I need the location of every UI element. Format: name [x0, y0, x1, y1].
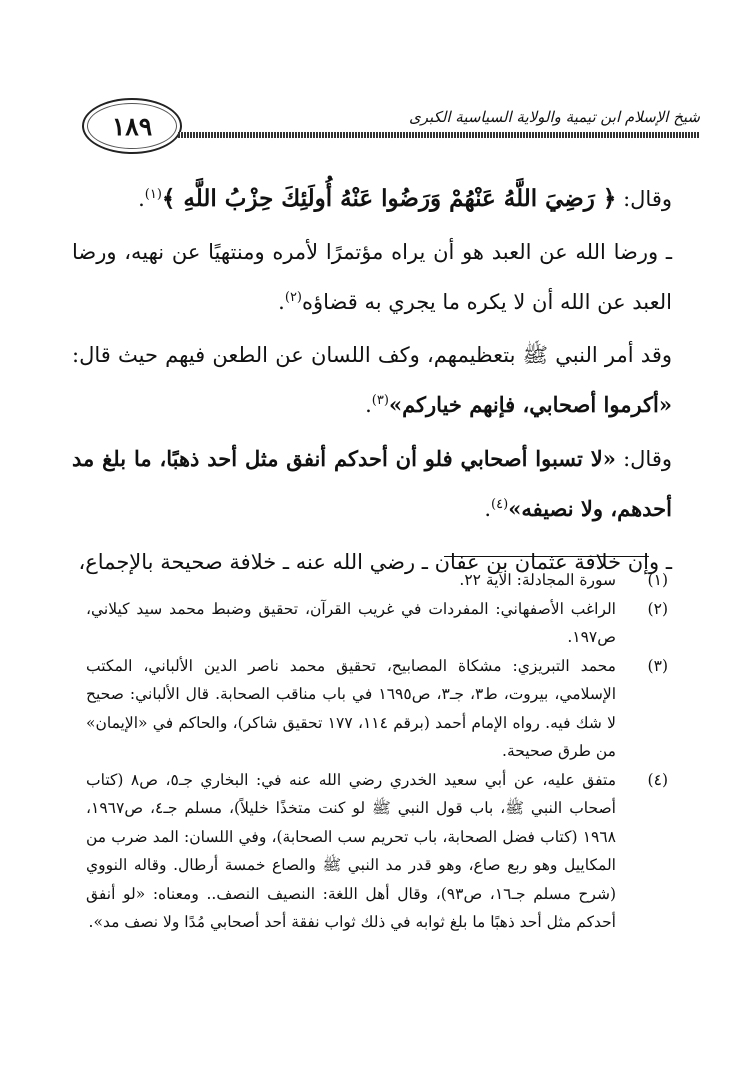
footnote-ref-3: (٣) — [371, 393, 389, 408]
paragraph-1-tail: . — [138, 187, 145, 211]
paragraph-1 — [72, 172, 672, 222]
running-title: شيخ الإسلام ابن تيمية والولاية السياسية الكبرى — [408, 108, 700, 126]
header-divider — [178, 132, 700, 138]
paragraph-1-lead: وقال: — [616, 187, 672, 211]
main-text — [72, 172, 672, 593]
paragraph-4-lead: وقال: — [615, 447, 672, 471]
paragraph-3 — [72, 333, 672, 428]
paragraph-4-tail: . — [484, 497, 492, 521]
footnote-number: (٢) — [647, 599, 668, 618]
footnotes — [86, 566, 668, 937]
footnote-number: (٣) — [647, 656, 668, 675]
hadith-quote-1: «أكرموا أصحابي، فإنهم خياركم» — [388, 392, 672, 417]
footnote-text: محمد التبريزي: مشكاة المصابيح، تحقيق محمد ناصر الدين الألباني، المكتب الإسلامي، بيروت، ط٣، جـ٣، ص١٦٩٥ في باب مناقب الصحابة. قال الألباني: صحيح لا شك فيه. رواه الإمام أحمد (برقم ١١٤، ١٧٧ تحقيق شاكر)، والحاكم في «الإيمان» من طرق صحيحة. — [86, 656, 616, 760]
footnote-ref-1: (١) — [144, 187, 162, 202]
footnote-ref-4: (٤) — [491, 497, 509, 512]
footnote-separator — [444, 556, 649, 557]
paragraph-5-text: ـ وإن خلافة عثمان بن عفان ـ رضي الله عنه ـ خلافة صحيحة بالإجماع، — [78, 550, 672, 574]
paragraph-3-text: وقد أمر النبي ﷺ بتعظيمهم، وكف اللسان عن الطعن فيهم حيث قال: — [72, 343, 672, 367]
footnote-3 — [86, 652, 668, 766]
paragraph-2-text: ـ ورضا الله عن العبد هو أن يراه مؤتمرًا لأمره ومنتهيًا عن نهيه، ورضا العبد عن الله أن لا يكره ما يجري به قضاؤه — [72, 240, 672, 314]
hadith-quote-2: «لا تسبوا أصحابي فلو أن أحدكم أنفق مثل أحد ذهبًا، ما بلغ مد أحدهم، ولا نصيفه» — [72, 446, 672, 521]
paragraph-4 — [72, 436, 672, 532]
footnote-2 — [86, 595, 668, 652]
footnote-4 — [86, 766, 668, 937]
footnote-text: الراغب الأصفهاني: المفردات في غريب القرآن، تحقيق وضبط محمد سيد كيلاني، ص١٩٧. — [86, 599, 616, 646]
paragraph-3-tail: . — [365, 393, 372, 417]
quran-quote: ﴿ رَضِيَ اللَّهُ عَنْهُمْ وَرَضُوا عَنْهُ أُولَئِكَ حِزْبُ اللَّهِ ﴾ — [161, 185, 617, 212]
page-number: ١٨٩ — [82, 98, 182, 154]
footnote-ref-2: (٢) — [284, 290, 302, 305]
paragraph-2 — [72, 230, 672, 325]
footnote-number: (١) — [647, 571, 668, 589]
page-header — [60, 96, 700, 156]
paragraph-2-tail: . — [278, 290, 285, 314]
footnote-text: متفق عليه، عن أبي سعيد الخدري رضي الله عنه في: البخاري جـ٥، ص٨ (كتاب أصحاب النبي ﷺ، باب قول النبي ﷺ لو كنت متخذًا خليلاً)، مسلم جـ٤، ص١٩٦٧، ١٩٦٨ (كتاب فضل الصحابة، باب تحريم سب الصحابة)، وفي اللسان: المد ضرب من المكاييل وهو ربع صاع، وهو قدر مد النبي ﷺ والصاع خمسة أرطال. وقاله النووي (شرح مسلم جـ١٦، ص٩٣)، وقال أهل اللغة: النصيف النصف.. ومعناه: «لو أنفق أحدكم مثل أحد ذهبًا ما بلغ ثوابه في ذلك ثواب نفقة أحد أصحابي مُدًا ولا نصف مد». — [86, 770, 616, 931]
footnote-1 — [86, 566, 668, 595]
footnote-text: سورة المجادلة: الآية ٢٢. — [459, 571, 616, 589]
footnote-number: (٤) — [647, 770, 668, 789]
